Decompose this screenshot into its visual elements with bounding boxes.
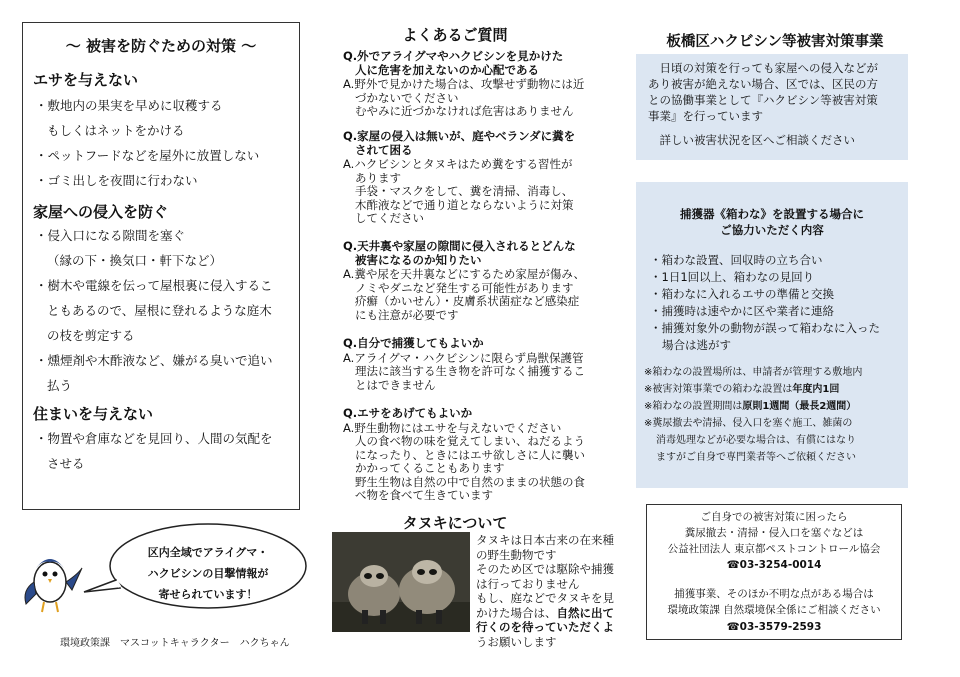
faq-question: Q.天井裏や家屋の隙間に侵入されるとどんな 被害になるのか知りたい: [343, 239, 576, 267]
trap-info-box: [636, 182, 908, 488]
note: ※箱わなの設置場所は、申請者が管理する敷地内: [644, 367, 863, 378]
list-item: ・物置や倉庫などを見回り、人間の気配を させる: [35, 431, 273, 471]
mascot-caption: 環境政策課 マスコットキャラクター ハクちゃん: [60, 638, 290, 649]
faq-answer: A.野外で見かけた場合は、攻撃せず動物には近 づかないでください むやみに近づかなければ危害はありません: [343, 77, 585, 118]
tanuki-photo: [332, 532, 470, 632]
faq-item: [343, 337, 613, 392]
list-item: ・ゴミ出しを夜間に行わない: [35, 173, 198, 188]
list-item: ・侵入口になる隙間を塞ぐ （縁の下・換気口・軒下など）: [35, 228, 223, 268]
faq-answer: A.アライグマ・ハクビシンに限らず鳥獣保護管 理法に該当する生き物を許可なく捕獲するこ とはできません: [343, 350, 585, 392]
faq-question: Q.家屋の侵入は無いが、庭やベランダに糞を されて困る: [343, 129, 576, 157]
faq-answer: A.野生動物にはエサを与えないでください 人の食べ物の味を覚えてしまい、ねだるよう になったり、ときにはエサ欲しさに人に襲い かかってくることもあります 野生生物は自然の中で自然のままの状態の食 べ物を食べて生きています: [343, 420, 585, 502]
section-heading-intrusion: 家屋への侵入を防ぐ: [33, 203, 169, 221]
note: ※糞尿撤去や清掃、侵入口を塞ぐ施工、雑菌の 消毒処理などが必要な場合は、有償にはなり ますがご自身で専門業者等へご依頼ください: [644, 418, 856, 463]
tanuki-title: タヌキについて: [402, 514, 508, 532]
tanuki-description: タヌキは日本古来の在来種 の野生動物です そのため区では駆除や捕獲 は行っておりません もし、庭などでタヌキを見 かけた場合は、自然に出て 行くのを待っていただくよ うお願いします: [476, 533, 614, 649]
list-item: ・樹木や電線を伝って屋根裏に侵入するこ ともあるので、屋根に登れるような庭木 の枝を剪定する: [35, 278, 273, 343]
list-item: ・1日1回以上、箱わなの見回り: [650, 270, 815, 284]
contact-box: ご自身での被害対策に困ったら 糞尿撤去・清掃・侵入口を塞ぐなどは 公益社団法人 東京都ペストコントロール協会 ☎03-3254-0014 捕獲事業、そのほか不明な点がある場合は 環境政策課 自然環境保全係にご相談ください ☎03-3579-2593: [646, 504, 902, 640]
faq-question: Q.エサをあげてもよいか: [343, 406, 473, 420]
program-title: 板橋区ハクビシン等被害対策事業: [666, 34, 884, 50]
list-item: ・箱わなに入れるエサの準備と交換: [650, 287, 834, 301]
program-info-text: 日頃の対策を行っても家屋への侵入などが あり被害が絶えない場合、区では、区民の方 との協働事業として『ハクビシン等被害対策 事業』を行っています 詳しい被害状況を区へご相談ください: [648, 61, 878, 147]
section-heading-shelter: 住まいを与えない: [33, 405, 154, 423]
phone-number: ☎03-3254-0014: [726, 559, 822, 571]
section-heading-food: エサを与えない: [33, 71, 139, 89]
list-item: ・捕獲対象外の動物が誤って箱わなに入った 場合は逃がす: [650, 321, 880, 352]
faq-title: よくあるご質問: [402, 26, 508, 44]
sighting-bubble-text: 区内全域でアライグマ・ ハクビシンの目撃情報が 寄せられています！: [147, 546, 269, 601]
faq-item: [343, 130, 613, 226]
prevention-panel: [22, 22, 300, 510]
faq-item: [343, 407, 613, 503]
list-item: ・敷地内の果実を早めに収穫する もしくはネットをかける: [35, 98, 223, 138]
list-item: ・ペットフードなどを屋外に放置しない: [35, 148, 260, 163]
list-item: ・箱わな設置、回収時の立ち合い: [650, 253, 823, 267]
phone-number: ☎03-3579-2593: [726, 621, 822, 633]
faq-answer: A.糞や尿を天井裏などにするため家屋が傷み、 ノミやダニなど発生する可能性があります 疥癬（かいせん）・皮膚系状菌症など感染症 にも注意が必要です: [343, 267, 586, 322]
note: ※箱わなの設置期間は原則1週間（最長2週間）: [644, 401, 857, 412]
faq-item: [343, 240, 613, 322]
note: ※被害対策事業での箱わな設置は年度内1回: [644, 384, 840, 395]
faq-question: Q.外でアライグマやハクビシンを見かけた 人に危害を加えないのか心配である: [343, 49, 564, 77]
prevention-title: ～ 被害を防ぐための対策 ～: [65, 37, 257, 55]
faq-question: Q.自分で捕獲してもよいか: [343, 336, 484, 350]
program-info-box: [636, 54, 908, 160]
faq-answer: A.ハクビシンとタヌキはため糞をする習性が あります 手袋・マスクをして、糞を清掃、消毒し、 木酢液などで通り道とならないように対策 してください: [343, 157, 574, 225]
faq-item: [343, 50, 613, 119]
trap-title: 捕獲器《箱わな》を設置する場合に ご協力いただく内容: [680, 207, 864, 237]
list-item: ・燻煙剤や木酢液など、嫌がる臭いで追い 払う: [35, 353, 273, 393]
list-item: ・捕獲時は速やかに区や業者に連絡: [650, 304, 834, 318]
